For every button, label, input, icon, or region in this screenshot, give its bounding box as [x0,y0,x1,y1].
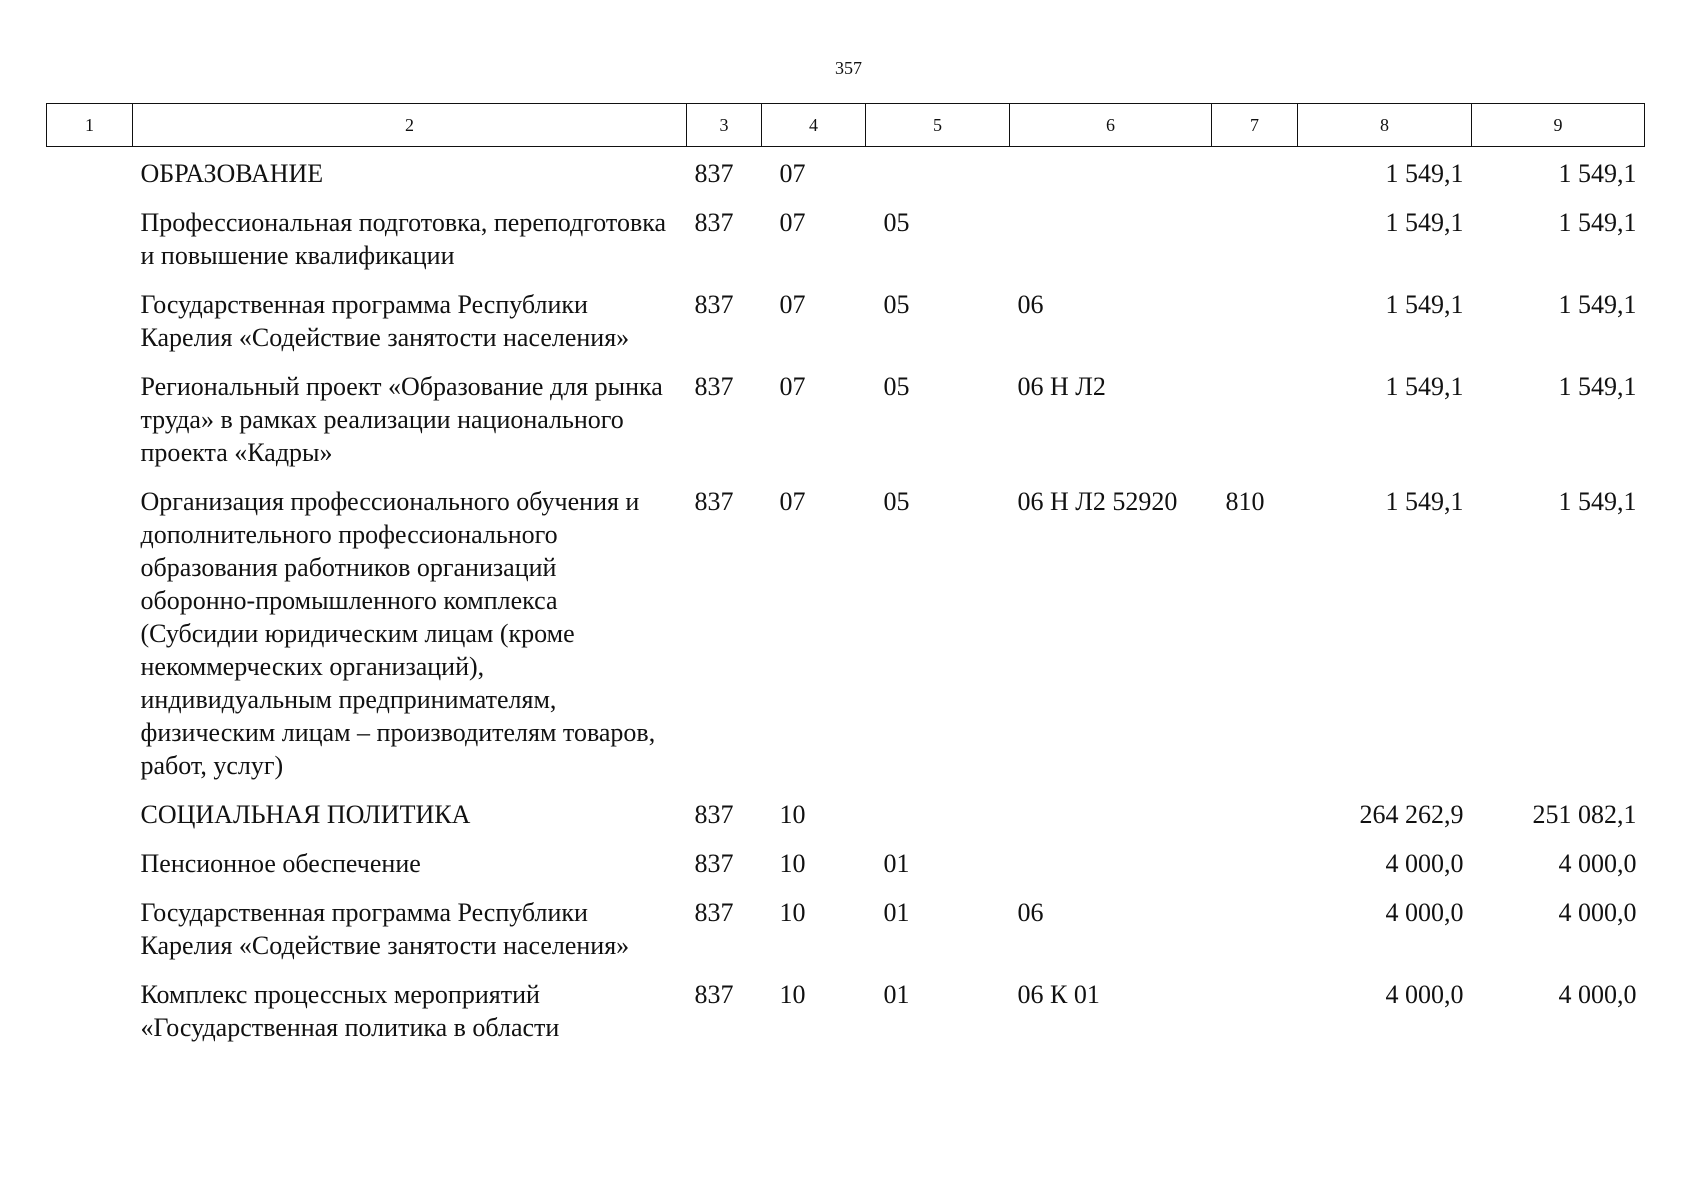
cell-subsection: 05 [883,487,910,516]
table-row [47,200,1645,282]
cell-num [47,200,133,282]
cell-sum2: 1 549,1 [1558,159,1637,188]
column-header: 4 [762,104,866,147]
cell-subsection: 01 [883,849,910,878]
cell-name: Профессиональная подготовка, переподготовка и повышение квалификации [140,208,667,270]
cell-section: 07 [779,208,806,237]
cell-name: Государственная программа Республики Карелия «Содействие занятости населения» [140,898,630,960]
cell-name: Государственная программа Республики Карелия «Содействие занятости населения» [140,290,630,352]
cell-section: 10 [779,849,806,878]
cell-ministry: 837 [694,898,734,927]
column-header: 1 [47,104,133,147]
cell-sum1: 264 262,9 [1359,800,1464,829]
cell-sum1: 1 549,1 [1385,487,1464,516]
budget-table [46,103,1645,1054]
cell-expense [1212,890,1298,972]
cell-section: 07 [779,290,806,319]
cell-ministry: 837 [694,290,734,319]
cell-subsection: 01 [883,980,910,1009]
cell-name: Комплекс процессных мероприятий «Государственная политика в области [140,980,560,1042]
cell-section: 10 [779,898,806,927]
cell-num [47,282,133,364]
table-row [47,364,1645,479]
cell-name: Пенсионное обеспечение [140,849,421,878]
cell-sum1: 4 000,0 [1385,898,1464,927]
cell-expense [1212,972,1298,1054]
cell-num [47,890,133,972]
cell-expense [1212,792,1298,841]
cell-sum1: 1 549,1 [1385,372,1464,401]
cell-name: ОБРАЗОВАНИЕ [140,159,324,188]
column-header: 5 [866,104,1010,147]
cell-ministry: 837 [694,159,734,188]
cell-subsection: 05 [883,290,910,319]
cell-ministry: 837 [694,980,734,1009]
cell-section: 10 [779,980,806,1009]
column-header: 2 [133,104,687,147]
cell-sum1: 1 549,1 [1385,290,1464,319]
cell-ministry: 837 [694,800,734,829]
cell-target [1010,147,1212,201]
cell-subsection: 01 [883,898,910,927]
cell-section: 07 [779,159,806,188]
cell-sum1: 1 549,1 [1385,208,1464,237]
cell-sum2: 4 000,0 [1558,980,1637,1009]
cell-subsection [866,792,1010,841]
cell-sum1: 4 000,0 [1385,980,1464,1009]
cell-sum2: 251 082,1 [1532,800,1637,829]
cell-target [1010,841,1212,890]
cell-sum1: 4 000,0 [1385,849,1464,878]
cell-target: 06 [1017,290,1044,319]
column-header: 9 [1472,104,1645,147]
column-header: 8 [1298,104,1472,147]
cell-target: 06 [1017,898,1044,927]
cell-subsection: 05 [883,208,910,237]
cell-target [1010,792,1212,841]
cell-expense [1212,364,1298,479]
cell-num [47,364,133,479]
cell-sum2: 4 000,0 [1558,849,1637,878]
cell-target: 06 К 01 [1017,980,1100,1009]
cell-name: СОЦИАЛЬНАЯ ПОЛИТИКА [140,800,471,829]
table-row [47,479,1645,792]
cell-sum2: 1 549,1 [1558,487,1637,516]
table-row [47,890,1645,972]
cell-target: 06 Н Л2 [1017,372,1106,401]
cell-section: 10 [779,800,806,829]
cell-sum1: 1 549,1 [1385,159,1464,188]
cell-num [47,972,133,1054]
column-header: 7 [1212,104,1298,147]
cell-num [47,147,133,201]
cell-section: 07 [779,372,806,401]
table-row [47,282,1645,364]
cell-expense [1212,147,1298,201]
page-number: 357 [835,58,862,78]
table-row [47,792,1645,841]
cell-target: 06 Н Л2 52920 [1017,487,1178,516]
cell-ministry: 837 [694,208,734,237]
cell-expense: 810 [1225,487,1265,516]
cell-subsection: 05 [883,372,910,401]
cell-ministry: 837 [694,487,734,516]
header-row [47,104,1645,147]
table-row [47,972,1645,1054]
cell-sum2: 4 000,0 [1558,898,1637,927]
cell-expense [1212,200,1298,282]
cell-ministry: 837 [694,372,734,401]
table-row [47,841,1645,890]
cell-num [47,792,133,841]
column-header: 3 [687,104,762,147]
cell-sum2: 1 549,1 [1558,208,1637,237]
cell-name: Региональный проект «Образование для рынка труда» в рамках реализации национального проекта «Кадры» [140,372,663,467]
cell-sum2: 1 549,1 [1558,290,1637,319]
cell-sum2: 1 549,1 [1558,372,1637,401]
cell-ministry: 837 [694,849,734,878]
cell-expense [1212,841,1298,890]
cell-num [47,841,133,890]
table-row [47,147,1645,201]
cell-section: 07 [779,487,806,516]
column-header: 6 [1010,104,1212,147]
cell-subsection [866,147,1010,201]
cell-name: Организация профессионального обучения и дополнительного профессионального образования работников организаций оборонно-промышленного комплекса (Субсидии юридическим лицам (кроме некоммерческих организаций), индивидуальным предпринимателям, физическим лицам – производителям товаров, работ, услуг) [140,487,656,780]
cell-expense [1212,282,1298,364]
cell-target [1010,200,1212,282]
cell-num [47,479,133,792]
